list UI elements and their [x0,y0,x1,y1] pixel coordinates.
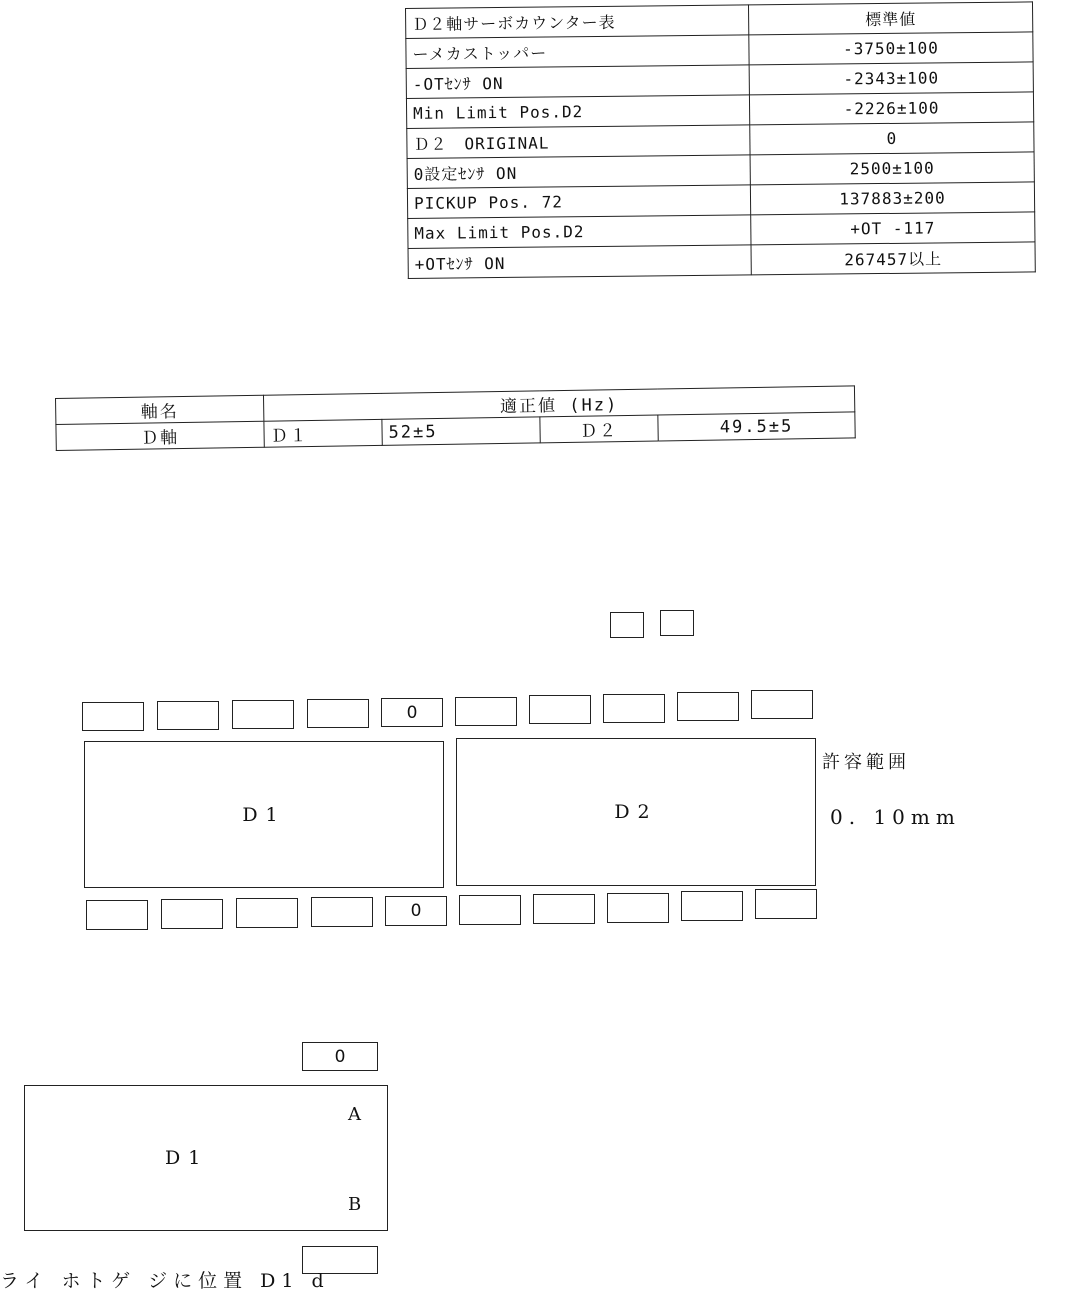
table-cell: 267457以上 [751,242,1035,275]
table-cell: -2343±100 [749,62,1033,95]
axis-header: 軸名 [56,395,264,424]
table-cell: -OTｾﾝｻ ON [406,65,749,99]
table-header-cell: Ｄ２軸サーボカウンター表 [406,5,749,39]
measurement-box [751,690,813,719]
tolerance-value: 0. 10mm [830,805,961,829]
measurement-box [681,891,743,921]
measurement-box [603,694,665,723]
measurement-box [307,699,369,728]
measurement-box [529,695,591,724]
measurement-box [455,697,517,726]
table-cell: 0設定ｾﾝｻ ON [407,155,750,189]
measurement-box [82,702,144,731]
measurement-box [607,893,669,923]
blank-box [610,612,644,638]
table-cell: ーメカストッパー [406,35,749,69]
measurement-box [755,889,817,919]
point-a-label: A [348,1104,361,1125]
servo-counter-table [405,1,1036,279]
axis-name-cell: Ｄ軸 [56,421,264,450]
measurement-box: 0 [385,896,447,926]
table-cell: Max Limit Pos.D2 [408,215,751,249]
table-row [408,242,1035,279]
d1-value-cell: 52±5 [382,417,540,445]
measurement-box [86,900,148,930]
measurement-box [236,898,298,928]
table-cell: Ｄ２ ORIGINAL [407,125,750,159]
measurement-box [157,701,219,730]
caption: ライ ホトゲ ジに位置 D1 d [0,1270,330,1292]
d1-block [24,1085,388,1231]
measurement-box [232,700,294,729]
table-cell: PICKUP Pos. 72 [407,185,750,219]
d2-label-cell: Ｄ２ [540,415,658,443]
table-cell: 0 [750,122,1034,155]
table-cell: Min Limit Pos.D2 [406,95,749,129]
point-b-label: B [348,1194,362,1215]
value-header: 適正値 (Hz) [263,386,854,421]
frequency-table [55,385,856,451]
measurement-box [533,894,595,924]
measurement-box [161,899,223,929]
d1-label-cell: Ｄ１ [264,419,382,447]
table-cell: +OT -117 [751,212,1035,245]
blank-box [660,610,694,636]
table-cell: 2500±100 [750,152,1034,185]
measurement-box [311,897,373,927]
table-cell: -3750±100 [749,32,1033,65]
measurement-box: 0 [381,698,443,727]
d2-value-cell: 49.5±5 [658,412,855,441]
measurement-box: 0 [302,1042,378,1071]
table-cell: +OTｾﾝｻ ON [408,245,751,279]
tolerance-label: 許容範囲 [822,752,910,773]
table-cell: 137883±200 [750,182,1034,215]
measurement-box [459,895,521,925]
table-header-cell: 標準値 [748,2,1032,35]
table-cell: -2226±100 [749,92,1033,125]
d1-label: D1 [165,1147,209,1169]
measurement-box [677,692,739,721]
d2-block: D2 [456,738,816,886]
d1-block: D1 [84,741,444,888]
